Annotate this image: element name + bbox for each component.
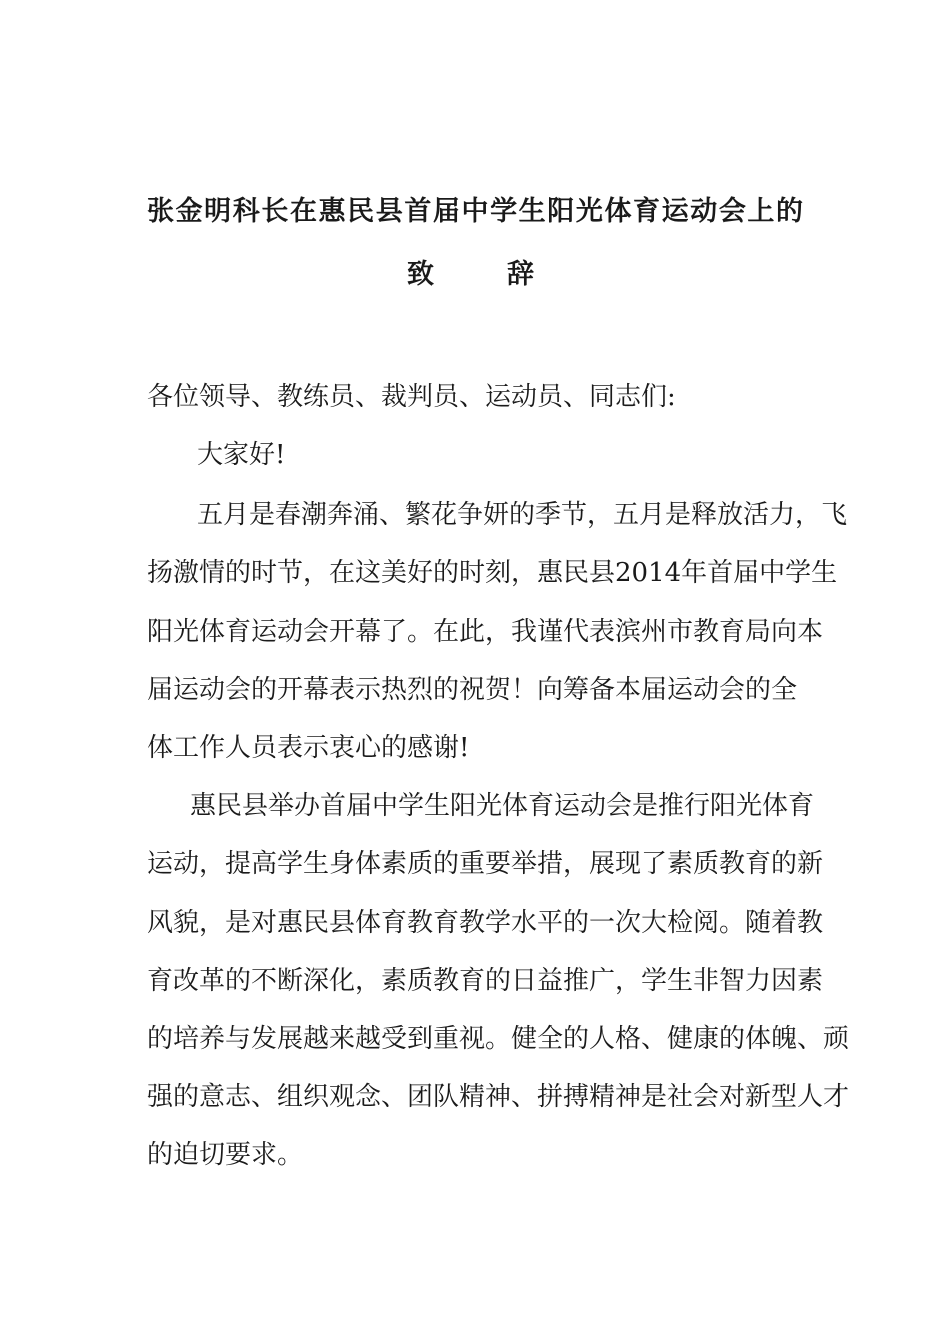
paragraph2-line: 育改革的不断深化，素质教育的日益推广，学生非智力因素 — [147, 966, 824, 996]
paragraph2-line: 的迫切要求。 — [147, 1140, 304, 1170]
paragraph2-line: 运动，提高学生身体素质的重要举措，展现了素质教育的新 — [147, 849, 824, 879]
paragraph1-line: 五月是春潮奔涌、繁花争妍的季节，五月是释放活力，飞 — [197, 500, 848, 530]
salutation: 各位领导、教练员、裁判员、运动员、同志们: — [147, 382, 676, 412]
paragraph1-line: 届运动会的开幕表示热烈的祝贺！向筹备本届运动会的全 — [147, 675, 798, 705]
greeting: 大家好! — [197, 440, 286, 470]
document-title: 张金明科长在惠民县首届中学生阳光体育运动会上的 — [147, 196, 803, 227]
paragraph2-line: 风貌，是对惠民县体育教育教学水平的一次大检阅。随着教 — [147, 908, 824, 938]
paragraph2-line: 惠民县举办首届中学生阳光体育运动会是推行阳光体育 — [190, 791, 815, 821]
paragraph1-line: 阳光体育运动会开幕了。在此，我谨代表滨州市教育局向本 — [147, 617, 824, 647]
paragraph2-line: 强的意志、组织观念、团队精神、拼搏精神是社会对新型人才 — [147, 1082, 850, 1112]
document-title-char-1: 致 — [407, 259, 434, 290]
paragraph2-line: 的培养与发展越来越受到重视。健全的人格、健康的体魄、顽 — [147, 1024, 850, 1054]
paragraph1-line: 扬激情的时节，在这美好的时刻，惠民县2014年首届中学生 — [147, 558, 838, 588]
paragraph1-line: 体工作人员表示衷心的感谢! — [147, 733, 470, 763]
document-title-char-2: 辞 — [507, 259, 534, 290]
